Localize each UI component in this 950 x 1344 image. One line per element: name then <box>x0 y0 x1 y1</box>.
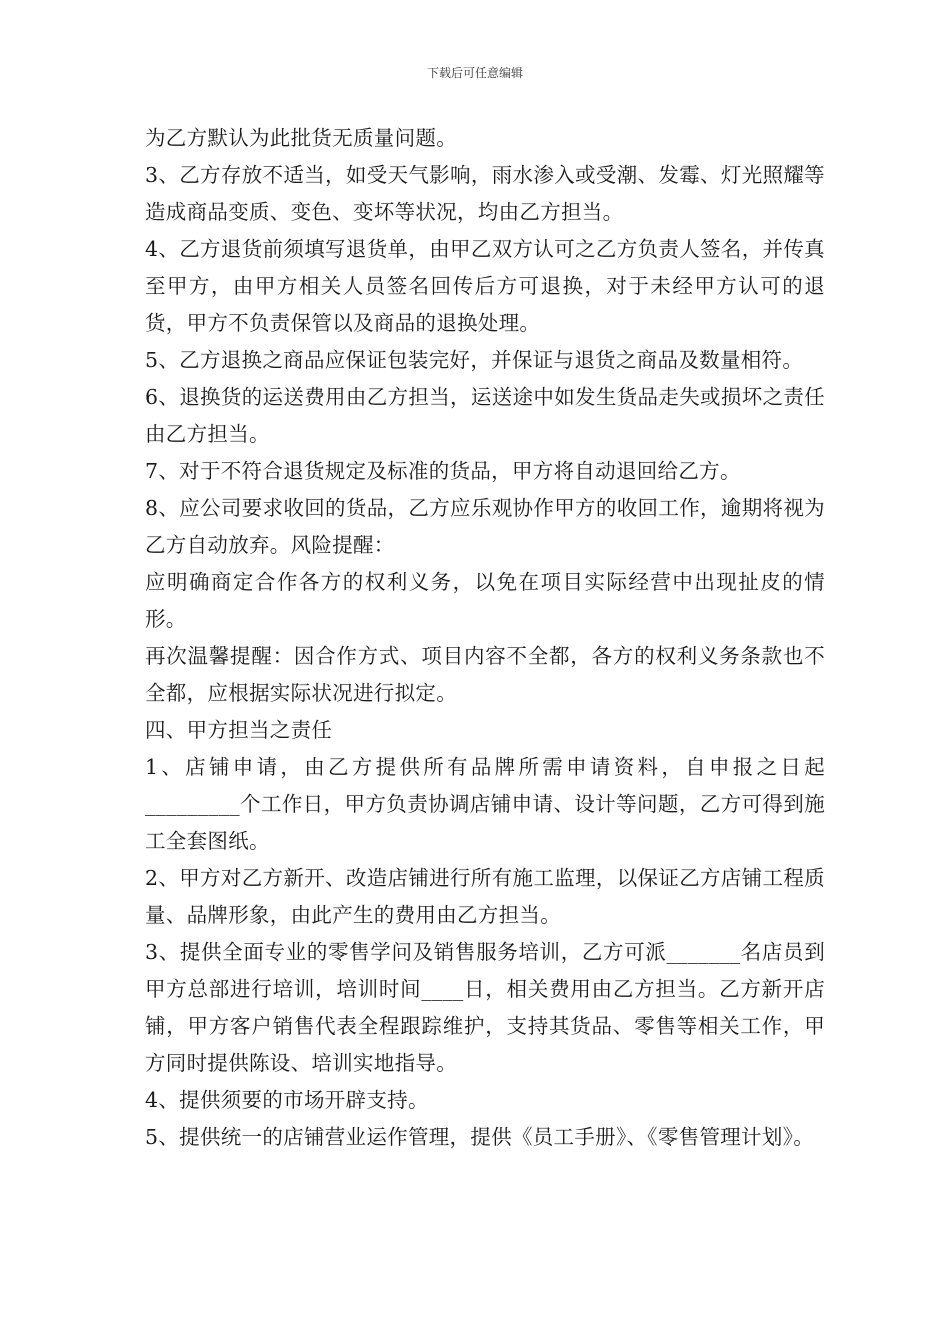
paragraph: 8、应公司要求收回的货品，乙方应乐观协作甲方的收回工作，逾期将视为乙方自动放弃。风险提醒： <box>145 496 825 557</box>
paragraph: 4、乙方退货前须填写退货单，由甲乙双方认可之乙方负责人签名，并传真至甲方，由甲方相关人员签名回传后方可退换，对于未经甲方认可的退货，甲方不负责保管以及商品的退换处理。 <box>145 237 825 335</box>
paragraph: 应明确商定合作各方的权利义务，以免在项目实际经营中出现扯皮的情形。 <box>145 570 825 631</box>
paragraph: 再次温馨提醒：因合作方式、项目内容不全都，各方的权利义务条款也不全都，应根据实际状况进行拟定。 <box>145 644 825 705</box>
paragraph: 2、甲方对乙方新开、改造店铺进行所有施工监理，以保证乙方店铺工程质量、品牌形象，由此产生的费用由乙方担当。 <box>145 866 825 927</box>
document-body <box>145 120 825 1156</box>
paragraph: 6、退换货的运送费用由乙方担当，运送途中如发生货品走失或损坏之责任由乙方担当。 <box>145 385 825 446</box>
section-heading: 四、甲方担当之责任 <box>145 718 333 742</box>
paragraph: 5、提供统一的店铺营业运作管理，提供《员工手册》、《零售管理计划》。 <box>145 1125 814 1149</box>
paragraph: 5、乙方退换之商品应保证包装完好，并保证与退货之商品及数量相符。 <box>145 348 804 372</box>
paragraph: 7、对于不符合退货规定及标准的货品，甲方将自动退回给乙方。 <box>145 459 741 483</box>
paragraph: 3、提供全面专业的零售学问及销售服务培训，乙方可派_______名店员到甲方总部进行培训，培训时间____日，相关费用由乙方担当。乙方新开店铺，甲方客户销售代表全程跟踪维护，支持其货品、零售等相关工作，甲方同时提供陈设、培训实地指导。 <box>145 940 825 1075</box>
paragraph: 为乙方默认为此批货无质量问题。 <box>145 126 457 150</box>
page-header: 下载后可任意编辑 <box>426 66 523 80</box>
paragraph: 3、乙方存放不适当，如受天气影响，雨水渗入或受潮、发霉、灯光照耀等造成商品变质、变色、变坏等状况，均由乙方担当。 <box>145 163 825 224</box>
paragraph: 4、提供须要的市场开辟支持。 <box>145 1088 429 1112</box>
paragraph: 1、店铺申请，由乙方提供所有品牌所需申请资料，自申报之日起_________个工作日，甲方负责协调店铺申请、设计等问题，乙方可得到施工全套图纸。 <box>145 755 825 853</box>
